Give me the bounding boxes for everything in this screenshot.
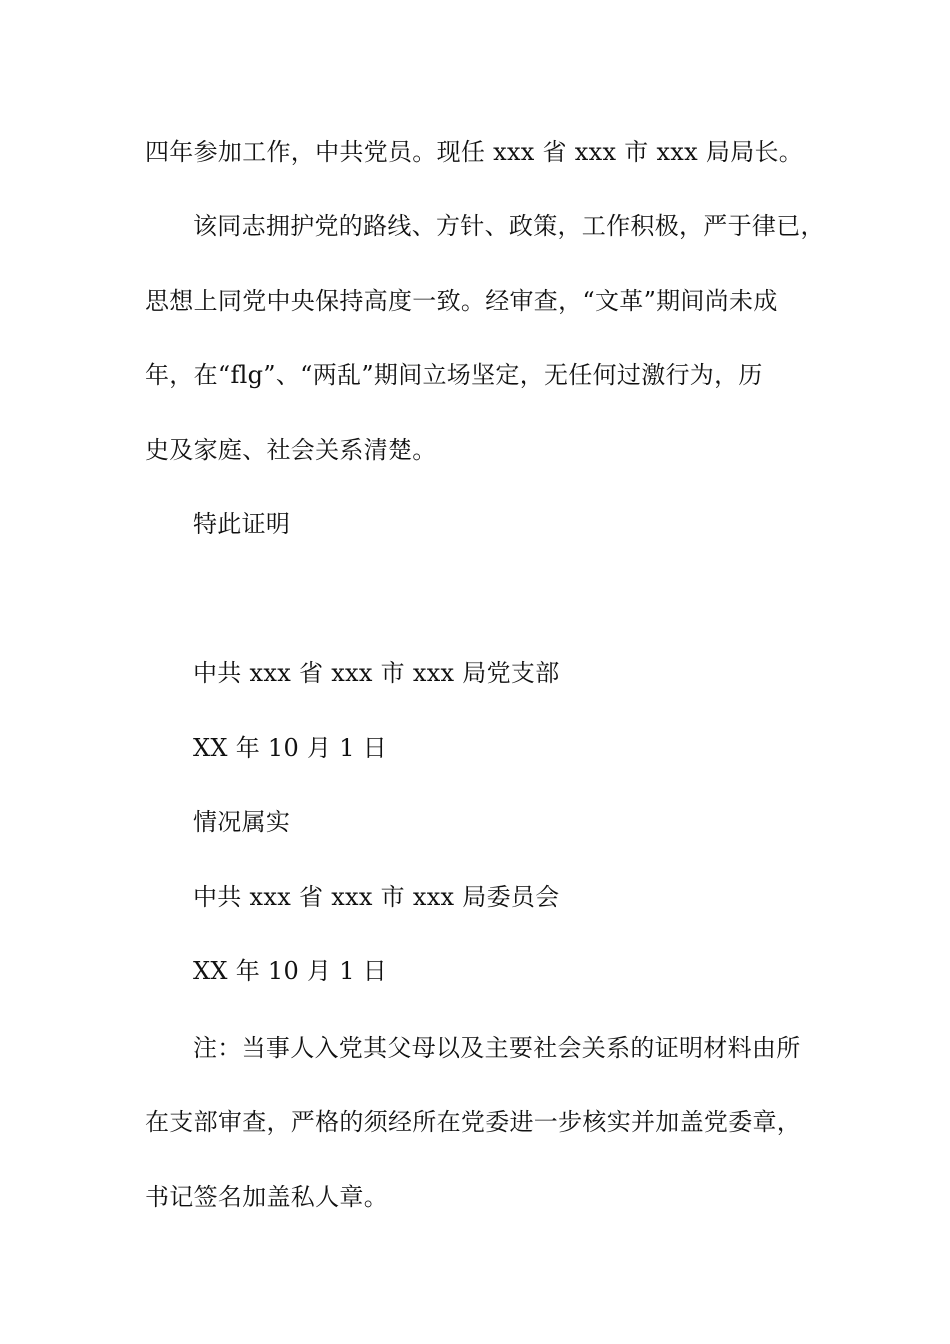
signature-date: XX 年 10 月 1 日 (193, 734, 388, 762)
signature-org: 中共 xxx 省 xxx 市 xxx 局党支部 (193, 659, 560, 687)
note-line: 书记签名加盖私人章。 (145, 1183, 388, 1211)
note-line: 注：当事人入党其父母以及主要社会关系的证明材料由所 (193, 1034, 801, 1062)
signature-org: 中共 xxx 省 xxx 市 xxx 局委员会 (193, 883, 560, 911)
paragraph-line: 年，在“flg”、“两乱”期间立场坚定，无任何过激行为，历 (145, 361, 763, 389)
paragraph-line: 四年参加工作，中共党员。现任 xxx 省 xxx 市 xxx 局局长。 (145, 138, 804, 166)
closing-text: 特此证明 (193, 510, 291, 538)
note-line: 在支部审查，严格的须经所在党委进一步核实并加盖党委章， (145, 1108, 802, 1136)
paragraph-line: 该同志拥护党的路线、方针、政策，工作积极，严于律已， (193, 212, 825, 240)
verification-text: 情况属实 (193, 808, 291, 836)
paragraph-line: 思想上同党中央保持高度一致。经审查，“文革”期间尚未成 (145, 287, 778, 315)
paragraph-line: 史及家庭、社会关系清楚。 (145, 436, 437, 464)
signature-date: XX 年 10 月 1 日 (193, 957, 388, 985)
